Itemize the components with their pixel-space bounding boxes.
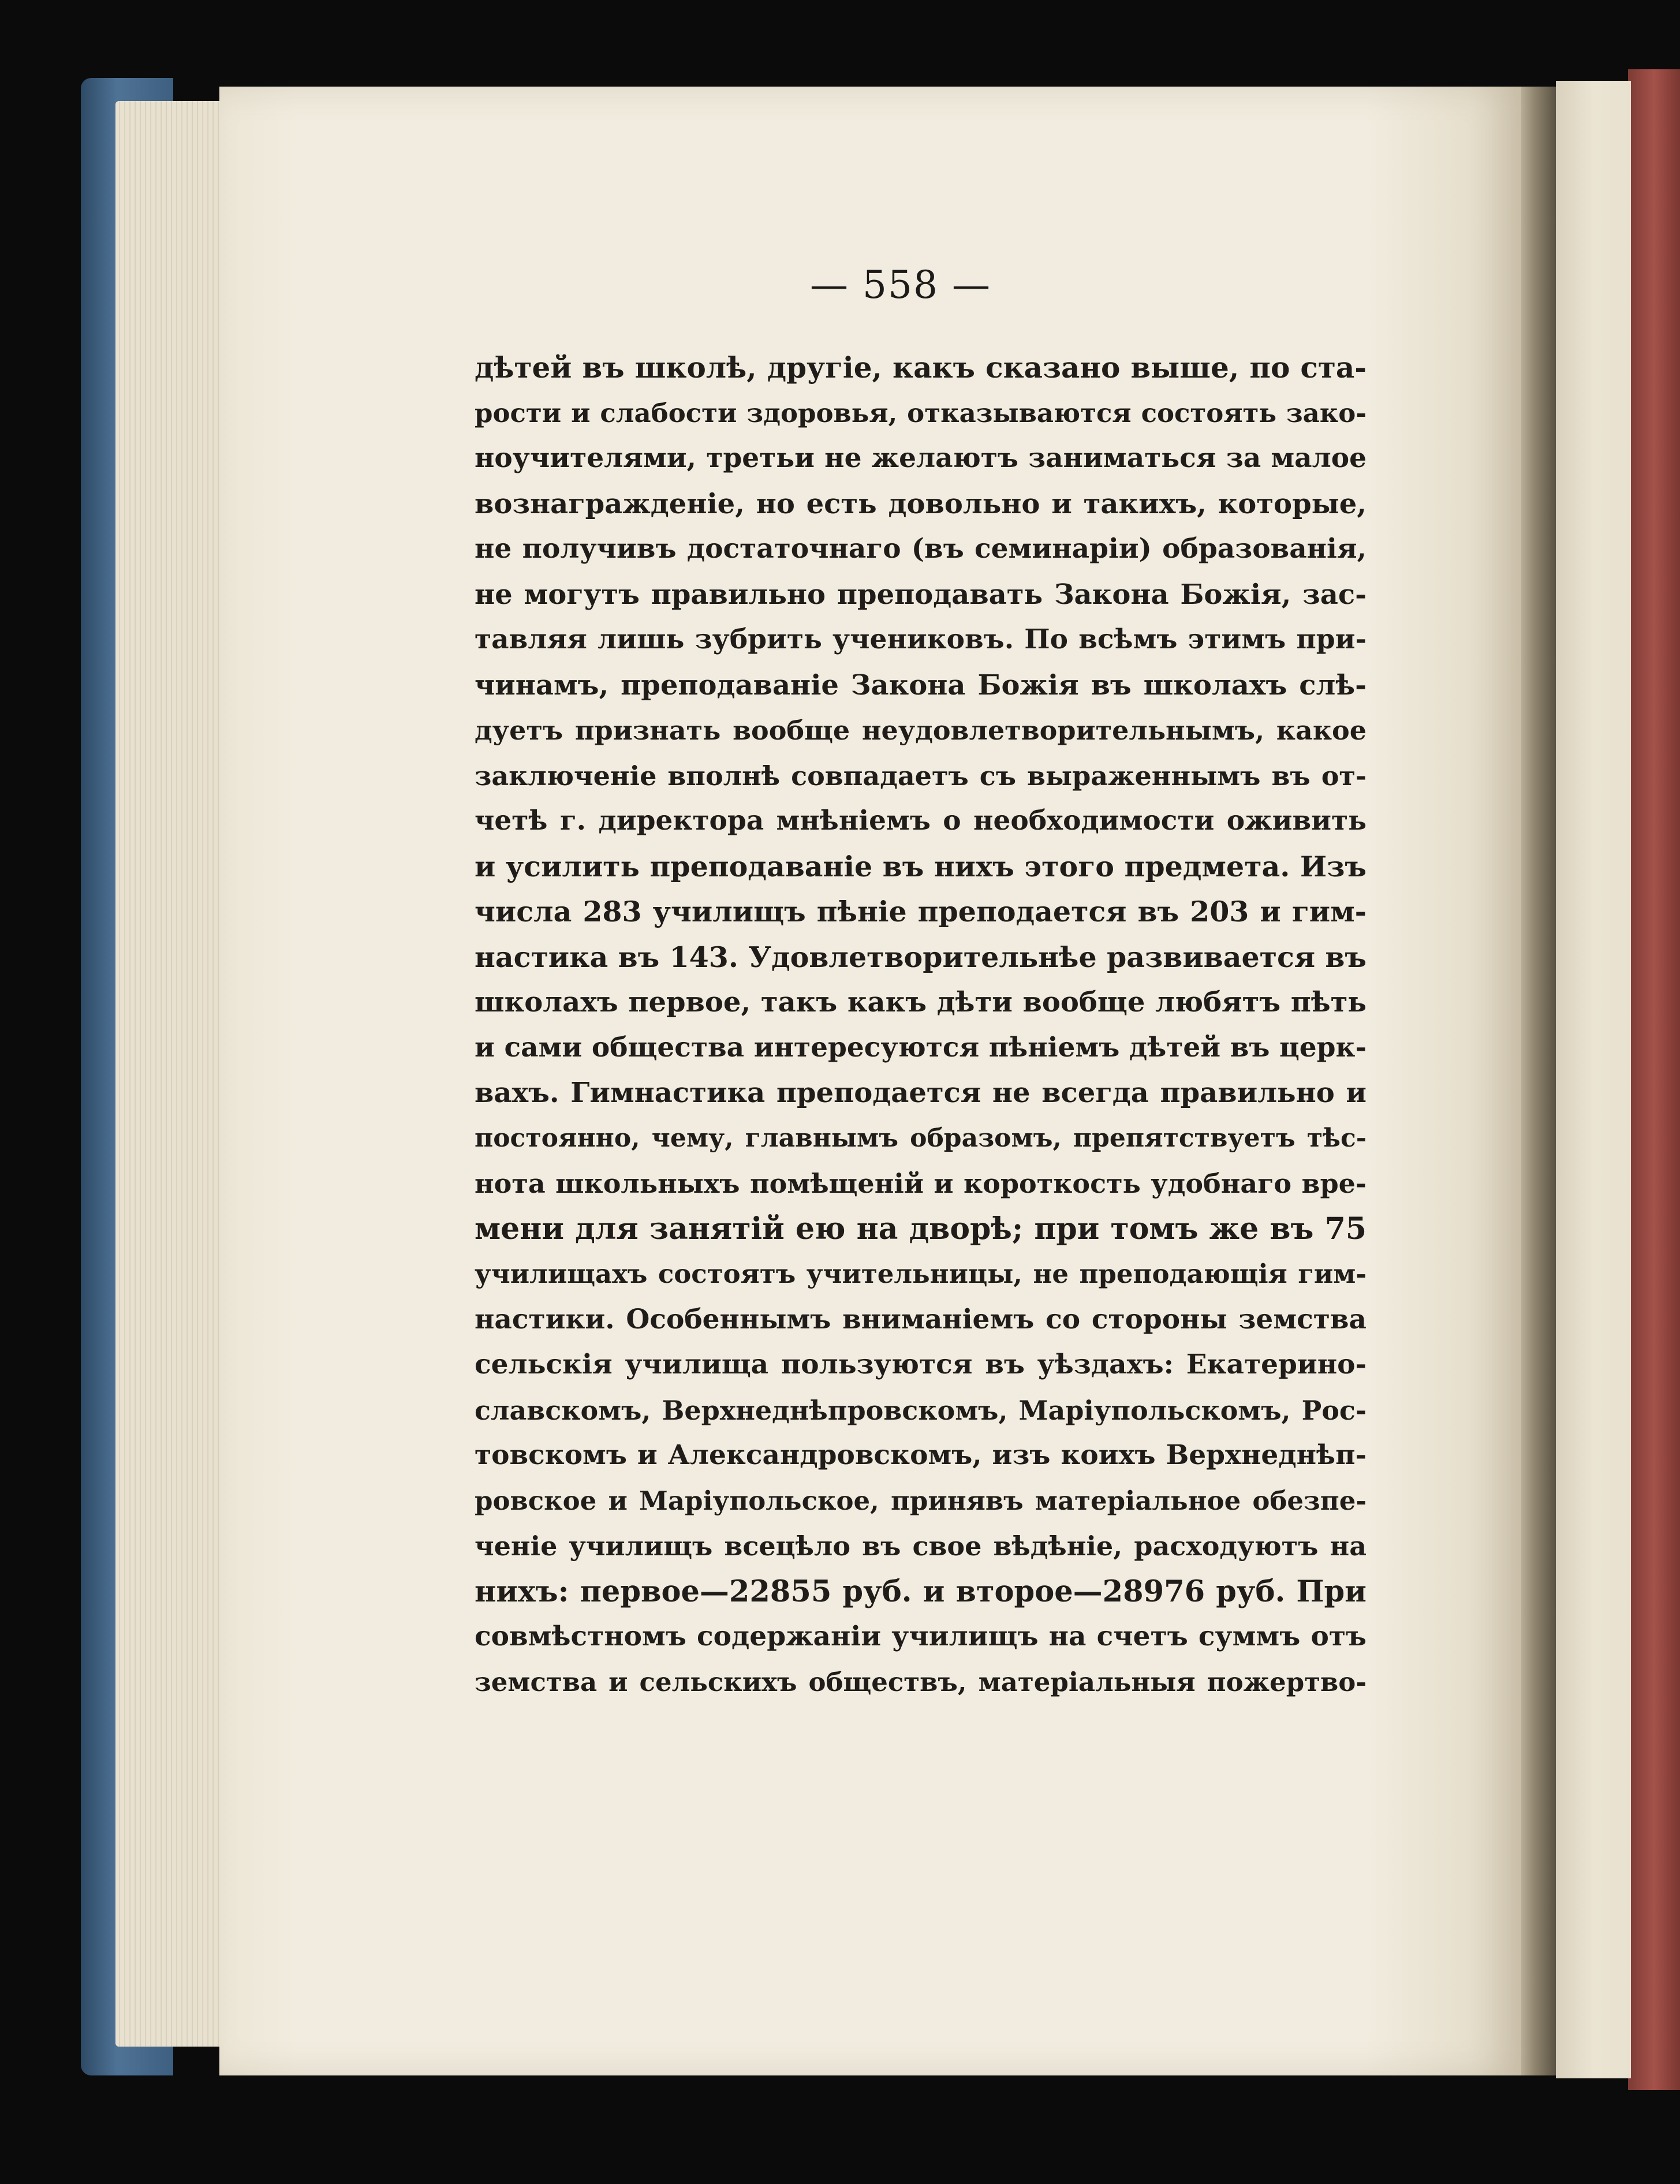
text-line: рости и слабости здоровья, отказываются состоять зако- <box>475 397 1367 428</box>
text-line: и сами общества интересуются пѣніемъ дѣтей въ церк- <box>475 1031 1367 1063</box>
text-line: сельскія училища пользуются въ уѣздахъ: Екатерино- <box>475 1349 1367 1380</box>
text-line: товскомъ и Александровскомъ, изъ коихъ Верхнеднѣп- <box>475 1439 1367 1471</box>
text-line: ченіе училищъ всецѣло въ свое вѣдѣніе, расходуютъ на <box>475 1530 1367 1562</box>
text-line: заключеніе вполнѣ совпадаетъ съ выраженнымъ въ от- <box>475 760 1367 792</box>
text-line: не могутъ правильно преподавать Закона Божія, зас- <box>475 578 1367 611</box>
page-text <box>475 345 1367 1705</box>
text-line: чинамъ, преподаваніе Закона Божія въ школахъ слѣ- <box>475 669 1367 701</box>
text-line: училищахъ состоятъ учительницы, не преподающія гим- <box>475 1259 1367 1289</box>
text-line: дѣтей въ школѣ, другіе, какъ сказано выше, по ста- <box>475 350 1367 384</box>
facing-page <box>1556 81 1631 2078</box>
text-line: числа 283 училищъ пѣніе преподается въ 203 и гим- <box>475 895 1367 928</box>
text-line: ноучителями, третьи не желаютъ заниматься за малое <box>475 442 1367 474</box>
text-line: нихъ: первое—22855 руб. и второе—28976 руб. При <box>475 1574 1367 1609</box>
text-line: школахъ первое, такъ какъ дѣти вообще любятъ пѣть <box>475 986 1367 1018</box>
book-cover-right <box>1628 69 1680 2090</box>
text-line: совмѣстномъ содержаніи училищъ на счетъ суммъ отъ <box>475 1621 1367 1652</box>
text-line: настики. Особеннымъ вниманіемъ со стороны земства <box>475 1303 1367 1335</box>
text-line: ровское и Маріупольское, принявъ матеріальное обезпе- <box>475 1485 1367 1516</box>
text-line: тавляя лишь зубрить учениковъ. По всѣмъ этимъ при- <box>475 624 1367 655</box>
text-line: дуетъ признать вообще неудовлетворительнымъ, какое <box>475 715 1367 746</box>
text-line: постоянно, чему, главнымъ образомъ, препятствуетъ тѣс- <box>475 1123 1367 1153</box>
text-line: земства и сельскихъ обществъ, матеріальныя пожертво- <box>475 1666 1367 1697</box>
text-line: настика въ 143. Удовлетворительнѣе развивается въ <box>475 940 1367 974</box>
book-gutter <box>1521 87 1556 2075</box>
text-line: нота школьныхъ помѣщеній и короткость удобнаго вре- <box>475 1168 1367 1199</box>
text-line: четѣ г. директора мнѣніемъ о необходимости оживить <box>475 805 1367 837</box>
text-line: славскомъ, Верхнеднѣпровскомъ, Маріупольскомъ, Рос- <box>475 1394 1367 1426</box>
text-line: вахъ. Гимнастика преподается не всегда правильно и <box>475 1077 1367 1109</box>
text-line: не получивъ достаточнаго (въ семинаріи) образованія, <box>475 533 1367 565</box>
text-line: мени для занятій ею на дворѣ; при томъ же въ 75 <box>475 1211 1367 1246</box>
page-number: — 558 — <box>810 263 991 307</box>
page-edges <box>115 101 225 2047</box>
text-line: вознагражденіе, но есть довольно и такихъ, которые, <box>475 487 1367 520</box>
text-line: и усилить преподаваніе въ нихъ этого предмета. Изъ <box>475 849 1367 883</box>
